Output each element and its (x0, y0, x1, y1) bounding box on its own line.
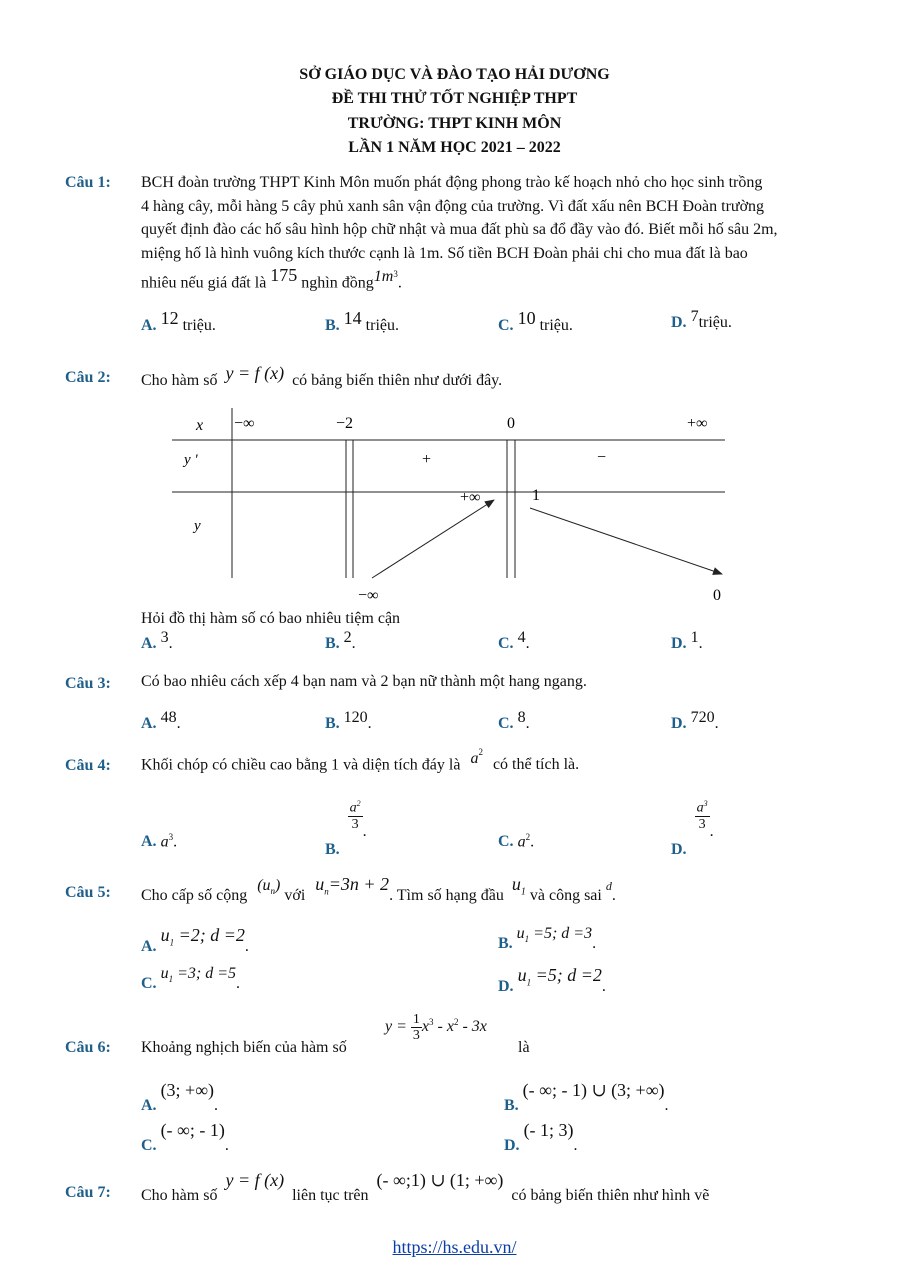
q1-c-value: 10 (517, 308, 536, 328)
q1-a-unit: triệu. (182, 317, 216, 334)
q5-d: d (605, 879, 612, 893)
vt-arrow-up (372, 500, 494, 578)
q1-line-3: quyết định đào các hố sâu hình hộp chữ nhật và mua đất phù sa đổ đầy vào đó. Biết mỗi hố sâu 2m, (141, 221, 778, 238)
q2-option-a[interactable]: A. 3. (141, 629, 173, 652)
q7-text-a: Cho hàm số (141, 1187, 218, 1204)
q4-c-value: a (517, 833, 526, 851)
q5-c-value: =3; d =5 (177, 965, 236, 982)
vt-bottom-left: −∞ (358, 587, 379, 604)
q6-f-frac (411, 1012, 422, 1043)
q1-d-unit: triệu. (698, 314, 732, 331)
header-line-3: TRƯỜNG: THPT KINH MÔN (347, 115, 562, 132)
q3-d-value: 720 (690, 709, 715, 726)
q1-line-5 (141, 267, 778, 295)
footer (0, 1237, 909, 1258)
header-line-2: ĐỀ THI THỬ TỐT NGHIỆP THPT (331, 90, 578, 107)
q4-b-fraction (348, 796, 363, 832)
q6-label: Câu 6: (65, 1039, 111, 1056)
q5-text (141, 874, 616, 904)
q5-first-sub: 1 (520, 886, 526, 898)
q3-option-a[interactable]: A. 48. (141, 709, 181, 732)
q6-f-den: 3 (412, 1028, 420, 1043)
vt-x-label: x (196, 417, 204, 434)
q5-a-value: =2; d =2 (178, 925, 245, 945)
q4-label: Câu 4: (65, 757, 111, 774)
q2-a-value: 3 (160, 629, 169, 646)
q2-label: Câu 2: (65, 369, 111, 386)
q4-d-den: 3 (698, 816, 706, 832)
q1-c-unit: triệu. (539, 317, 573, 334)
q4-c-exp: 2 (525, 832, 531, 842)
vt-top-left: +∞ (460, 489, 481, 506)
vt-x-minus-2: −2 (336, 415, 354, 432)
q5-first-term (511, 874, 526, 898)
q1-d-value: 7 (690, 308, 699, 325)
q1-option-c[interactable]: C. 10 triệu. (498, 308, 573, 334)
q4-area-exp: 2 (478, 747, 483, 757)
vt-y-label: y (194, 518, 201, 534)
q5-formula-sub: n (324, 886, 329, 897)
q4-text-a: Khối chóp có chiều cao bằng 1 và diện tích đáy là (141, 756, 461, 774)
q6-option-b[interactable]: B.(- ∞; - 1) ∪ (3; +∞). (504, 1080, 669, 1114)
vt-x-plus-inf: +∞ (687, 415, 708, 432)
q7-text-c: có bảng biến thiên như hình vẽ (511, 1187, 710, 1204)
q5-d-value: =5; d =2 (535, 965, 602, 985)
q4-option-a[interactable]: A. $a^3$. (141, 832, 178, 851)
q1-line-1: BCH đoàn trường THPT Kinh Môn muốn phát động phong trào kế hoạch nhỏ cho học sinh trồng (141, 174, 763, 191)
vt-arrow-down (530, 508, 722, 574)
q3-c-value: 8 (517, 709, 526, 726)
q6-f-mid: - x (437, 1018, 454, 1036)
q2-question: Hỏi đồ thị hàm số có bao nhiêu tiệm cận (141, 610, 401, 627)
q4-text-b: có thể tích là. (492, 756, 580, 774)
q2-c-value: 4 (517, 629, 526, 646)
q5-option-b[interactable]: $B.u_1 =5$; d =3. (498, 925, 597, 952)
q3-option-b[interactable]: B. 120. (325, 709, 372, 732)
q5-formula-rhs: =3n + 2 (328, 874, 390, 894)
q1-unit-exp: 3 (393, 269, 398, 279)
q2-variation-table (160, 400, 740, 610)
q6-f-x3: x (421, 1018, 430, 1036)
q5-text-a: Cho cấp số cộng (141, 887, 248, 904)
q2-d-value: 1 (690, 629, 699, 646)
q5-text-b: với (284, 887, 306, 904)
q5-text-e: . (611, 887, 616, 904)
q6-f-lhs: y = (385, 1018, 407, 1036)
q7-label: Câu 7: (65, 1184, 111, 1201)
q1-b-unit: triệu. (365, 317, 399, 334)
q2-text (141, 363, 503, 390)
q3-option-c[interactable]: C. 8. (498, 709, 530, 732)
q4-option-c[interactable]: C. $a^2$. (498, 832, 535, 851)
q6-text-b: là (518, 1039, 530, 1056)
q4-b-den: 3 (351, 816, 359, 832)
q3-text: Có bao nhiêu cách xếp 4 bạn nam và 2 bạn nữ thành một hang ngang. (141, 673, 587, 690)
vt-yprime-label: y ' (184, 452, 198, 468)
vt-sign-plus: + (422, 451, 432, 468)
q1-option-b[interactable]: B. 14 triệu. (325, 308, 399, 334)
q2-option-c[interactable]: C. 4. (498, 629, 530, 652)
q5-seq-open: (u (257, 877, 271, 894)
q3-label: Câu 3: (65, 675, 111, 692)
q6-option-c[interactable]: C.(- ∞; - 1). (141, 1120, 229, 1154)
q4-b-num-exp: 2 (356, 799, 361, 808)
q6-a-value: (3; +∞) (160, 1080, 215, 1100)
footer-link[interactable]: https://hs.edu.vn/ (392, 1237, 517, 1257)
q6-text-a: Khoảng nghịch biến của hàm số (141, 1039, 347, 1056)
q6-f-x2-exp: 2 (453, 1016, 459, 1027)
q6-f-x3-exp: 3 (429, 1016, 434, 1027)
q1-price: 175 (270, 265, 298, 286)
q5-formula (315, 874, 390, 897)
header-line-4: LẦN 1 NĂM HỌC 2021 – 2022 (348, 139, 561, 156)
q2-text-b: có bảng biến thiên như dưới đây. (292, 372, 503, 389)
q3-a-value: 48 (160, 709, 177, 726)
q5-seq (257, 877, 281, 897)
q5-b-value: =5; d =3 (533, 925, 593, 942)
q1-line-2: 4 hàng cây, mỗi hàng 5 cây phủ xanh sân vận động của trường. Vì đất xấu nên BCH Đoàn trường (141, 197, 765, 215)
q5-seq-sub: n (270, 886, 276, 897)
q1-line-4: miệng hố là hình vuông kích thước cạnh là 1m. Số tiền BCH Đoàn phải chi cho mua đất là bao (141, 244, 748, 262)
q4-text (141, 747, 580, 774)
header-line-1: SỞ GIÁO DỤC VÀ ĐÀO TẠO HẢI DƯƠNG (299, 66, 610, 83)
vt-bottom-right: 0 (713, 587, 721, 604)
q6-option-a[interactable]: A.(3; +∞). (141, 1080, 219, 1114)
q5-text-d: và công sai (529, 887, 602, 904)
vt-x-zero: 0 (507, 415, 515, 432)
q6-c-value: (- ∞; - 1) (160, 1120, 225, 1140)
q4-option-b[interactable]: B. $\frac{a^2}{3}$ . (325, 796, 367, 832)
q4-d-num-exp: 3 (703, 799, 708, 808)
q5-option-d[interactable]: $D.u_1 =5$; d =2. (498, 965, 606, 995)
vt-top-right: 1 (532, 487, 540, 504)
q6-function (385, 1012, 487, 1043)
q7-text-b: liên tục trên (292, 1187, 369, 1204)
q7-text (141, 1170, 710, 1204)
q1-text (141, 171, 778, 295)
q4-a-exp: 3 (168, 832, 174, 842)
q6-d-value: (- 1; 3) (523, 1120, 574, 1140)
q6-b-value: (- ∞; - 1) ∪ (3; +∞) (522, 1080, 665, 1100)
q2-func: y = f (x) (225, 363, 285, 383)
q7-func: y = f (x) (225, 1170, 285, 1190)
q5-option-c[interactable]: $C.u_1 =3$; d =5. (141, 965, 240, 992)
q5-option-a[interactable]: $A.u_1 =2$; d =2. (141, 925, 249, 955)
q5-text-c: . Tìm số hạng đầu (389, 887, 504, 904)
q2-option-d[interactable]: D. 1. (671, 629, 703, 652)
q3-option-d[interactable]: D. 720. (671, 709, 719, 732)
q1-line-5-b: nghìn đồng (301, 274, 374, 292)
q2-b-value: 2 (343, 629, 352, 646)
q4-area: a (470, 750, 479, 768)
q5-label: Câu 5: (65, 884, 111, 901)
q1-option-a[interactable]: A. 12 triệu. (141, 308, 216, 334)
q1-b-value: 14 (343, 308, 362, 328)
q5-seq-close: ) (275, 877, 281, 894)
q1-line-5-a: nhiêu nếu giá đất là (141, 274, 267, 292)
q4-a-value: a (160, 833, 169, 851)
q6-f-tail: - 3x (462, 1018, 487, 1036)
q3-b-value: 120 (343, 709, 368, 726)
q4-b-num: a (349, 800, 357, 816)
q1-a-value: 12 (160, 308, 179, 328)
vt-x-minus-inf: −∞ (234, 415, 255, 432)
q4-option-d[interactable]: D. $\frac{a^3}{3}$ . (671, 796, 714, 832)
q1-end: . (397, 274, 402, 292)
q5-formula-u: u (315, 874, 325, 894)
q4-d-fraction (695, 796, 710, 832)
q1-unit: 1m (373, 268, 394, 286)
q2-text-a: Cho hàm số (141, 372, 218, 389)
q4-d-num: a (696, 800, 704, 816)
q1-label: Câu 1: (65, 174, 111, 191)
q5-first-u: u (511, 874, 521, 894)
q6-f-num: 1 (412, 1012, 420, 1027)
q6-option-d[interactable]: D.(- 1; 3). (504, 1120, 578, 1154)
q7-domain: (- ∞;1) ∪ (1; +∞) (376, 1170, 504, 1190)
q2-option-b[interactable]: B. 2. (325, 629, 356, 652)
q1-option-d[interactable]: D. 7triệu. (671, 308, 732, 331)
vt-sign-minus: − (597, 449, 607, 466)
